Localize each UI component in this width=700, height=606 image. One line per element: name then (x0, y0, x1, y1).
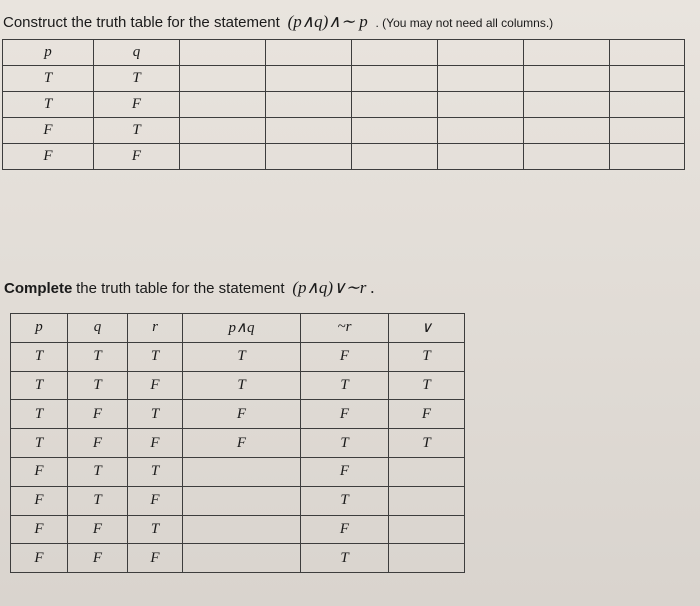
value-cell: F (11, 486, 68, 515)
answer-cell[interactable] (352, 144, 438, 170)
answer-cell[interactable]: T (389, 342, 465, 371)
header-cell: ~r (301, 314, 389, 343)
table-row (3, 144, 685, 170)
value-cell: F (3, 144, 94, 170)
value-cell: F (128, 486, 183, 515)
answer-cell[interactable] (180, 144, 266, 170)
answer-cell[interactable] (180, 92, 266, 118)
value-cell: F (68, 515, 128, 544)
answer-cell[interactable] (266, 66, 352, 92)
table-row (11, 544, 465, 573)
answer-cell[interactable] (183, 515, 301, 544)
table-row (3, 92, 685, 118)
header-row (11, 314, 465, 343)
answer-cell[interactable] (183, 544, 301, 573)
answer-cell[interactable] (524, 144, 610, 170)
value-cell: F (128, 371, 183, 400)
value-cell: F (11, 515, 68, 544)
value-cell: F (128, 544, 183, 573)
question-2-bold-text: Complete (4, 280, 73, 297)
answer-cell[interactable] (266, 144, 352, 170)
question-1-text: Construct the truth table for the statement (3, 14, 280, 31)
answer-cell[interactable] (389, 515, 465, 544)
value-cell: T (68, 371, 128, 400)
value-cell: T (128, 515, 183, 544)
value-cell: F (11, 544, 68, 573)
answer-cell[interactable] (389, 486, 465, 515)
header-cell: q (94, 40, 180, 66)
value-cell: F (11, 457, 68, 486)
answer-cell[interactable]: T (183, 371, 301, 400)
value-cell: T (3, 92, 94, 118)
table-row (11, 515, 465, 544)
header-cell (610, 40, 685, 66)
value-cell: T (128, 342, 183, 371)
value-cell: T (128, 457, 183, 486)
question-2-text: the truth table for the statement (76, 280, 285, 297)
value-cell: T (11, 429, 68, 458)
value-cell: F (94, 92, 180, 118)
table-row (11, 371, 465, 400)
value-cell: F (68, 400, 128, 429)
value-cell: F (68, 544, 128, 573)
value-cell: F (3, 118, 94, 144)
header-cell: q (68, 314, 128, 343)
answer-cell[interactable] (438, 66, 524, 92)
header-cell (266, 40, 352, 66)
header-cell (180, 40, 266, 66)
question-1-note: . (You may not need all columns.) (375, 16, 554, 30)
truth-table-1 (2, 39, 685, 170)
value-cell: F (68, 429, 128, 458)
answer-cell[interactable]: T (301, 544, 389, 573)
answer-cell[interactable]: F (301, 515, 389, 544)
answer-cell[interactable] (183, 457, 301, 486)
answer-cell[interactable] (389, 544, 465, 573)
answer-cell[interactable]: T (389, 429, 465, 458)
answer-cell[interactable]: F (389, 400, 465, 429)
answer-cell[interactable] (389, 457, 465, 486)
answer-cell[interactable]: T (301, 429, 389, 458)
header-cell (438, 40, 524, 66)
answer-cell[interactable] (266, 92, 352, 118)
header-cell: ∨ (389, 314, 465, 343)
answer-cell[interactable] (610, 118, 685, 144)
header-row (3, 40, 685, 66)
table-row (3, 118, 685, 144)
table-row (11, 342, 465, 371)
value-cell: T (3, 66, 94, 92)
answer-cell[interactable] (266, 118, 352, 144)
answer-cell[interactable] (524, 118, 610, 144)
answer-cell[interactable]: T (301, 371, 389, 400)
value-cell: T (94, 118, 180, 144)
value-cell: F (94, 144, 180, 170)
answer-cell[interactable]: F (183, 429, 301, 458)
value-cell: T (68, 486, 128, 515)
value-cell: T (94, 66, 180, 92)
value-cell: T (11, 342, 68, 371)
answer-cell[interactable] (183, 486, 301, 515)
answer-cell[interactable] (438, 118, 524, 144)
answer-cell[interactable] (610, 66, 685, 92)
answer-cell[interactable]: F (301, 342, 389, 371)
table-row (3, 66, 685, 92)
answer-cell[interactable] (524, 92, 610, 118)
answer-cell[interactable] (180, 118, 266, 144)
answer-cell[interactable] (352, 118, 438, 144)
answer-cell[interactable] (352, 66, 438, 92)
header-cell: r (128, 314, 183, 343)
answer-cell[interactable]: F (301, 400, 389, 429)
value-cell: T (68, 342, 128, 371)
question-1-expression: (p∧q)∧∼ p (287, 12, 368, 31)
answer-cell[interactable]: T (389, 371, 465, 400)
truth-table-2 (10, 313, 465, 573)
answer-cell[interactable] (438, 92, 524, 118)
value-cell: F (128, 429, 183, 458)
table-row (11, 400, 465, 429)
answer-cell[interactable]: F (301, 457, 389, 486)
answer-cell[interactable] (438, 144, 524, 170)
value-cell: T (68, 457, 128, 486)
question-2-expression: (p∧q)∨∼r . (292, 278, 375, 297)
header-cell: p (3, 40, 94, 66)
answer-cell[interactable] (180, 66, 266, 92)
table-row (11, 429, 465, 458)
table-row (11, 486, 465, 515)
answer-cell[interactable]: T (183, 342, 301, 371)
answer-cell[interactable]: T (301, 486, 389, 515)
header-cell: p∧q (183, 314, 301, 343)
answer-cell[interactable]: F (183, 400, 301, 429)
table-row (11, 457, 465, 486)
value-cell: T (11, 400, 68, 429)
answer-cell[interactable] (352, 92, 438, 118)
answer-cell[interactable] (610, 144, 685, 170)
question-1-prompt (3, 12, 553, 32)
value-cell: T (128, 400, 183, 429)
header-cell (352, 40, 438, 66)
header-cell (524, 40, 610, 66)
answer-cell[interactable] (524, 66, 610, 92)
answer-cell[interactable] (610, 92, 685, 118)
header-cell: p (11, 314, 68, 343)
value-cell: T (11, 371, 68, 400)
question-2-prompt (4, 278, 379, 298)
